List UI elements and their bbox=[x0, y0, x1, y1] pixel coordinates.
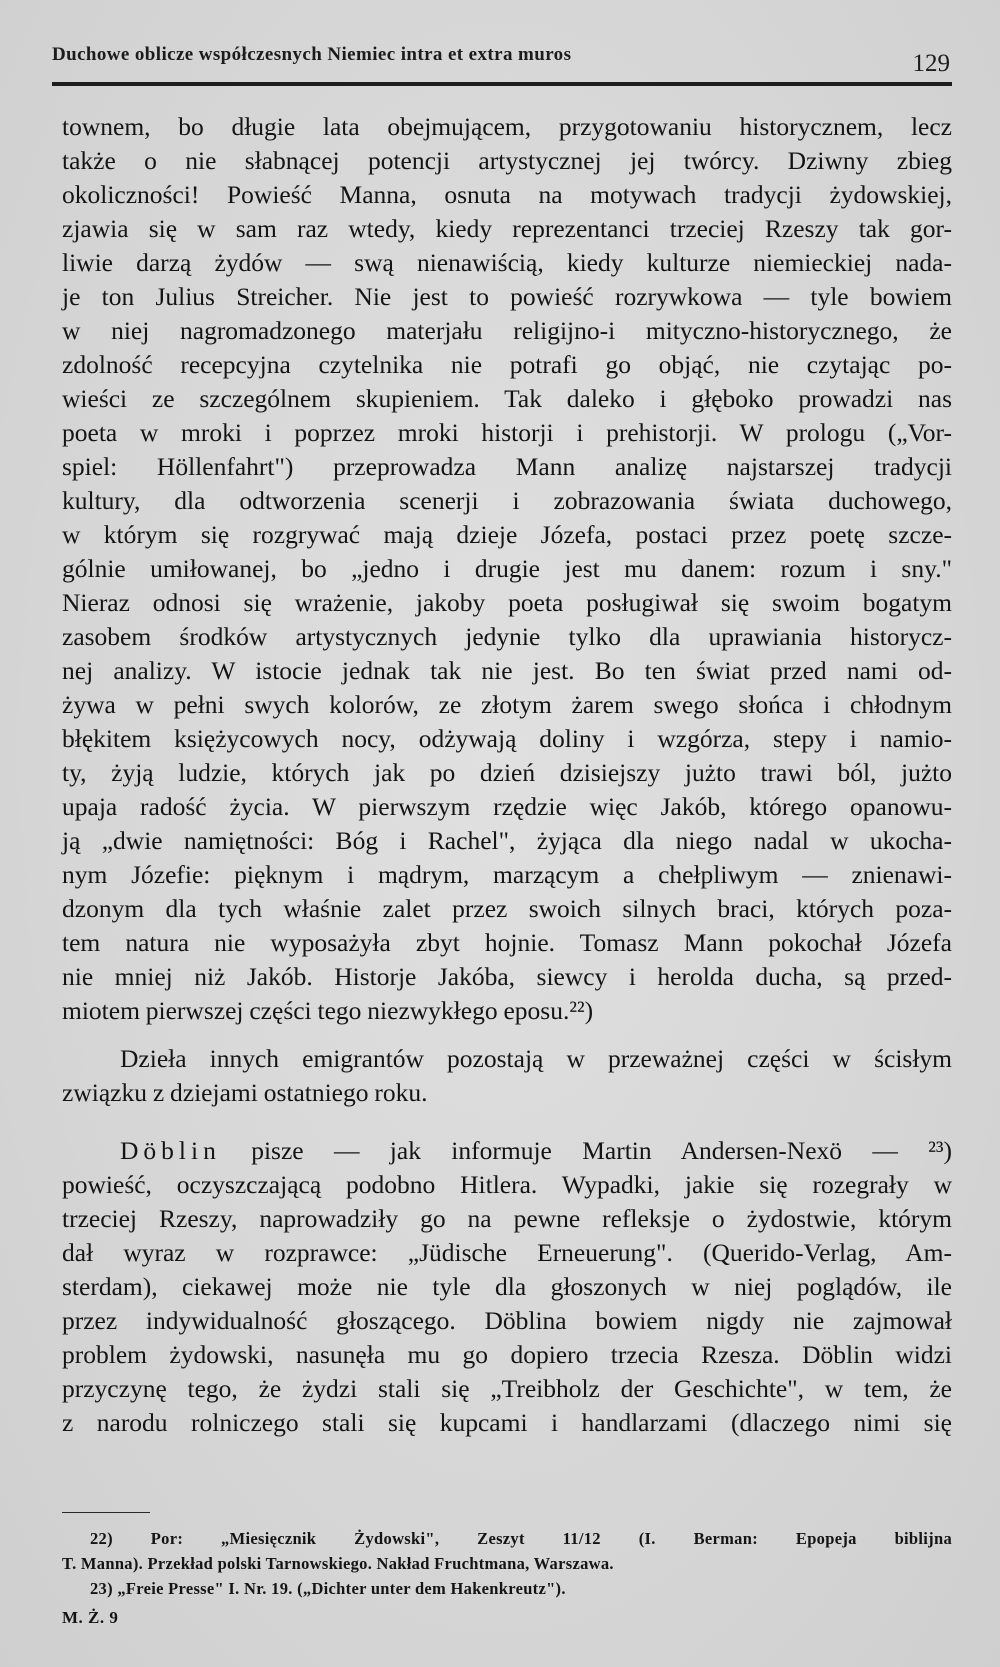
paragraph-1 bbox=[62, 110, 952, 1028]
body-text bbox=[62, 110, 952, 1440]
text-line: nym Józefie: pięknym i mądrym, marzącym a chełpliwym — znienawi- bbox=[62, 860, 952, 889]
text-line: powieść, oczyszczającą podobno Hitlera. Wypadki, jakie się rozegrały w bbox=[62, 1170, 952, 1199]
footnote-23: 23) „Freie Presse" I. Nr. 19. („Dichter unter dem Hakenkreutz"). bbox=[90, 1579, 566, 1598]
paragraph-gap bbox=[62, 1028, 952, 1042]
text-line: poeta w mroki i poprzez mroki historji i prehistorji. W prologu („Vor- bbox=[62, 418, 952, 447]
footnotes bbox=[62, 1526, 952, 1601]
text-line: problem żydowski, nasunęła mu go dopiero trzecia Rzesza. Döblin widzi bbox=[62, 1340, 952, 1369]
text-line: trzeciej Rzeszy, naprowadziły go na pewne refleksje o żydostwie, którym bbox=[62, 1204, 952, 1233]
page-number: 129 bbox=[912, 50, 950, 77]
text-line: gólnie umiłowanej, bo „jedno i drugie jest mu danem: rozum i sny." bbox=[62, 554, 952, 583]
text-line: ty, żyją ludzie, których jak po dzień dzisiejszy jużto trawi ból, jużto bbox=[62, 758, 952, 787]
text-line: kultury, dla odtworzenia scenerji i zobrazowania świata duchowego, bbox=[62, 486, 952, 515]
text-line: liwie darzą żydów — swą nienawiścią, kiedy kulturze niemieckiej nada- bbox=[62, 248, 952, 277]
text-line: związku z dziejami ostatniego roku. bbox=[62, 1078, 428, 1107]
text-line: zasobem środków artystycznych jedynie tylko dla uprawiania historycz- bbox=[62, 622, 952, 651]
author-name-doblin: Döblin bbox=[120, 1136, 221, 1165]
signature-mark: M. Ż. 9 bbox=[62, 1608, 119, 1627]
text-line: zjawia się w sam raz wtedy, kiedy reprezentanci trzeciej Rzeszy tak gor- bbox=[62, 214, 952, 243]
text-line-rest: pisze — jak informuje Martin Andersen-Nexö — ²³) bbox=[251, 1136, 953, 1165]
text-line: w niej nagromadzonego materjału religijno-i mityczno-historycznego, że bbox=[62, 316, 952, 345]
paragraph-2 bbox=[62, 1042, 952, 1110]
text-line: tem natura nie wyposażyła zbyt hojnie. Tomasz Mann pokochał Józefa bbox=[62, 928, 952, 957]
text-line-first bbox=[62, 1134, 952, 1168]
text-line: dał wyraz w rozprawce: „Jüdische Erneuerung". (Querido-Verlag, Am- bbox=[62, 1238, 952, 1267]
text-line: przez indywidualność głoszącego. Döblina bowiem nigdy nie zajmował bbox=[62, 1306, 952, 1335]
text-line: żywa w pełni swych kolorów, ze złotym żarem swego słońca i chłodnym bbox=[62, 690, 952, 719]
footnote-rule bbox=[62, 1512, 150, 1513]
text-line: w którym się rozgrywać mają dzieje Józefa, postaci przez poetę szcze- bbox=[62, 520, 952, 549]
running-title: Duchowe oblicze współczesnych Niemiec intra et extra muros bbox=[52, 44, 572, 65]
text-line: zdolność recepcyjna czytelnika nie potrafi go objąć, nie czytając po- bbox=[62, 350, 952, 379]
text-line: spiel: Höllenfahrt") przeprowadza Mann analizę najstarszej tradycji bbox=[62, 452, 952, 481]
paragraph-gap bbox=[62, 1110, 952, 1134]
text-line: także o nie słabnącej potencji artystycznej jej twórcy. Dziwny zbieg bbox=[62, 146, 952, 175]
text-line: błękitem księżycowych nocy, odżywają doliny i wzgórza, stepy i namio- bbox=[62, 724, 952, 753]
text-line: nej analizy. W istocie jednak tak nie jest. Bo ten świat przed nami od- bbox=[62, 656, 952, 685]
text-line: okoliczności! Powieść Manna, osnuta na motywach tradycji żydowskiej, bbox=[62, 180, 952, 209]
text-line: Dzieła innych emigrantów pozostają w przeważnej części w ścisłym bbox=[120, 1044, 952, 1073]
text-line: z narodu rolniczego stali się kupcami i handlarzami (dlaczego nimi się bbox=[62, 1408, 952, 1437]
text-line: ją „dwie namiętności: Bóg i Rachel", żyjąca dla niego nadal w ukocha- bbox=[62, 826, 952, 855]
text-line: miotem pierwszej części tego niezwykłego eposu.²²) bbox=[62, 996, 594, 1025]
text-line: sterdam), ciekawej może nie tyle dla głoszonych w niej poglądów, ile bbox=[62, 1272, 952, 1301]
footnote-22-line-2: T. Manna). Przekład polski Tarnowskiego. Nakład Fruchtmana, Warszawa. bbox=[62, 1554, 614, 1573]
text-line: upaja radość życia. W pierwszym rzędzie więc Jakób, którego opanowu- bbox=[62, 792, 952, 821]
text-line: nie mniej niż Jakób. Historje Jakóba, siewcy i herolda ducha, są przed- bbox=[62, 962, 952, 991]
text-line: townem, bo długie lata obejmującem, przygotowaniu historycznem, lecz bbox=[62, 112, 952, 141]
text-line: Nieraz odnosi się wrażenie, jakoby poeta posługiwał się swoim bogatym bbox=[62, 588, 952, 617]
text-line: dzonym dla tych właśnie zalet przez swoich silnych braci, których poza- bbox=[62, 894, 952, 923]
page-header bbox=[52, 38, 952, 78]
paragraph-3 bbox=[62, 1134, 952, 1440]
header-rule bbox=[52, 82, 952, 86]
text-line: przyczynę tego, że żydzi stali się „Treibholz der Geschichte", w tem, że bbox=[62, 1374, 952, 1403]
text-line: je ton Julius Streicher. Nie jest to powieść rozrywkowa — tyle bowiem bbox=[62, 282, 952, 311]
footnote-22-line-1: 22) Por: „Miesięcznik Żydowski", Zeszyt 11/12 (I. Berman: Epopeja biblijna bbox=[90, 1529, 952, 1548]
text-line: wieści ze szczególnem skupieniem. Tak daleko i głęboko prowadzi nas bbox=[62, 384, 952, 413]
